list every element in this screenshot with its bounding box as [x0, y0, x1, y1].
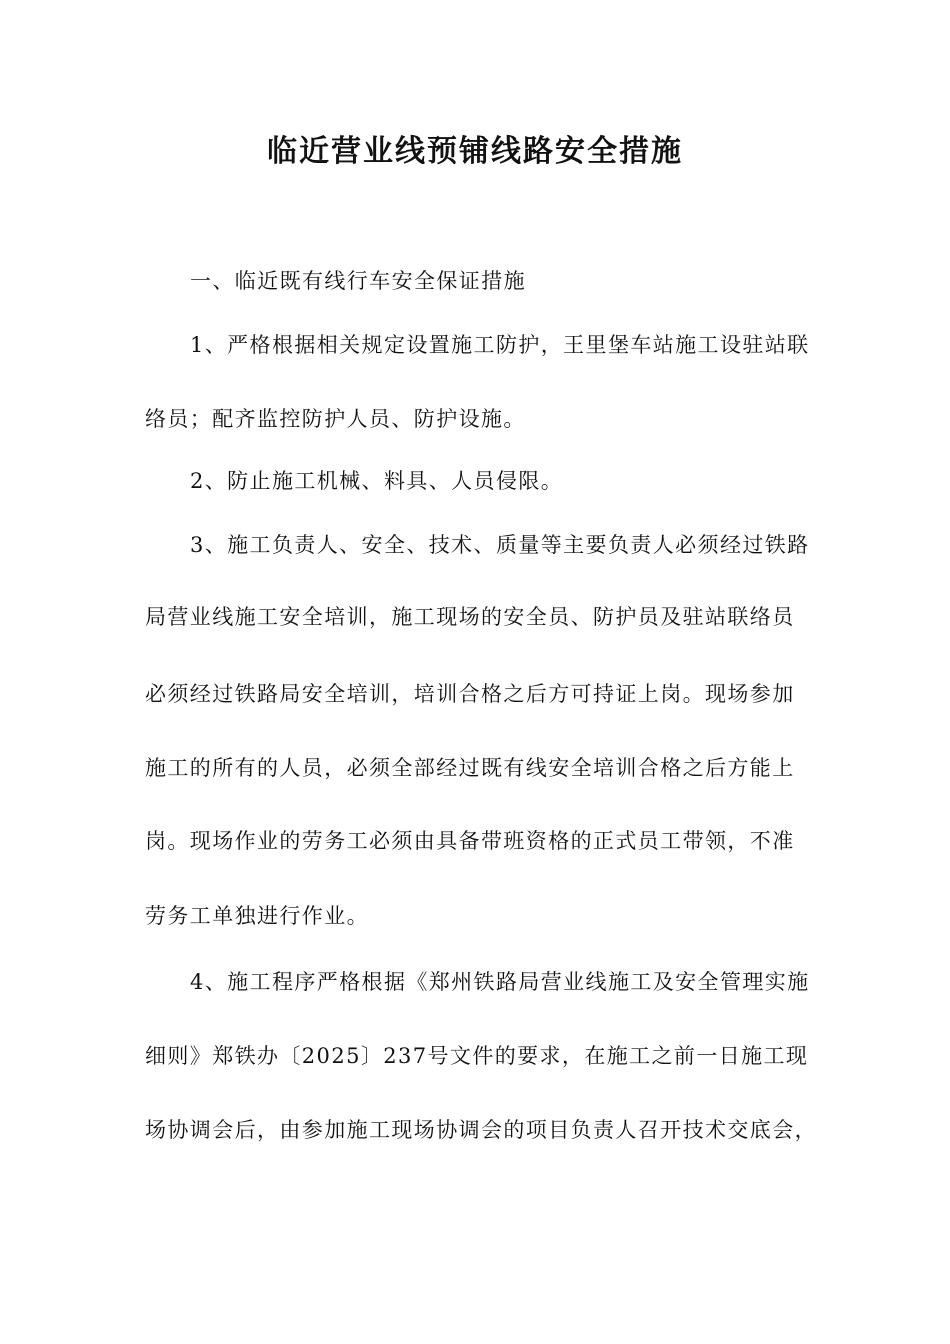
paragraph-line: 岗。现场作业的劳务工必须由具备带班资格的正式员工带领，不准: [145, 829, 795, 853]
paragraph-line: 4、施工程序严格根据《郑州铁路局营业线施工及安全管理实施: [190, 970, 810, 994]
paragraph-line: 3、施工负责人、安全、技术、质量等主要负责人必须经过铁路: [190, 533, 810, 557]
paragraph-line: 必须经过铁路局安全培训，培训合格之后方可持证上岗。现场参加: [145, 682, 795, 706]
paragraph-line: 场协调会后，由参加施工现场协调会的项目负责人召开技术交底会，: [145, 1118, 817, 1142]
paragraph-line: 细则》郑铁办〔2025〕237号文件的要求，在施工之前一日施工现: [145, 1044, 809, 1068]
paragraph-line: 劳务工单独进行作业。: [145, 904, 369, 928]
paragraph-line: 2、防止施工机械、料具、人员侵限。: [190, 469, 564, 493]
paragraph-line: 局营业线施工安全培训，施工现场的安全员、防护员及驻站联络员: [145, 605, 795, 629]
paragraph-line: 施工的所有的人员，必须全部经过既有线安全培训合格之后方能上: [145, 756, 795, 780]
section-heading: 一、临近既有线行车安全保证措施: [190, 269, 526, 293]
paragraph-line: 络员；配齐监控防护人员、防护设施。: [145, 407, 526, 431]
document-title: 临近营业线预铺线路安全措施: [267, 134, 683, 169]
paragraph-line: 1、严格根据相关规定设置施工防护，王里堡车站施工设驻站联: [190, 333, 810, 357]
